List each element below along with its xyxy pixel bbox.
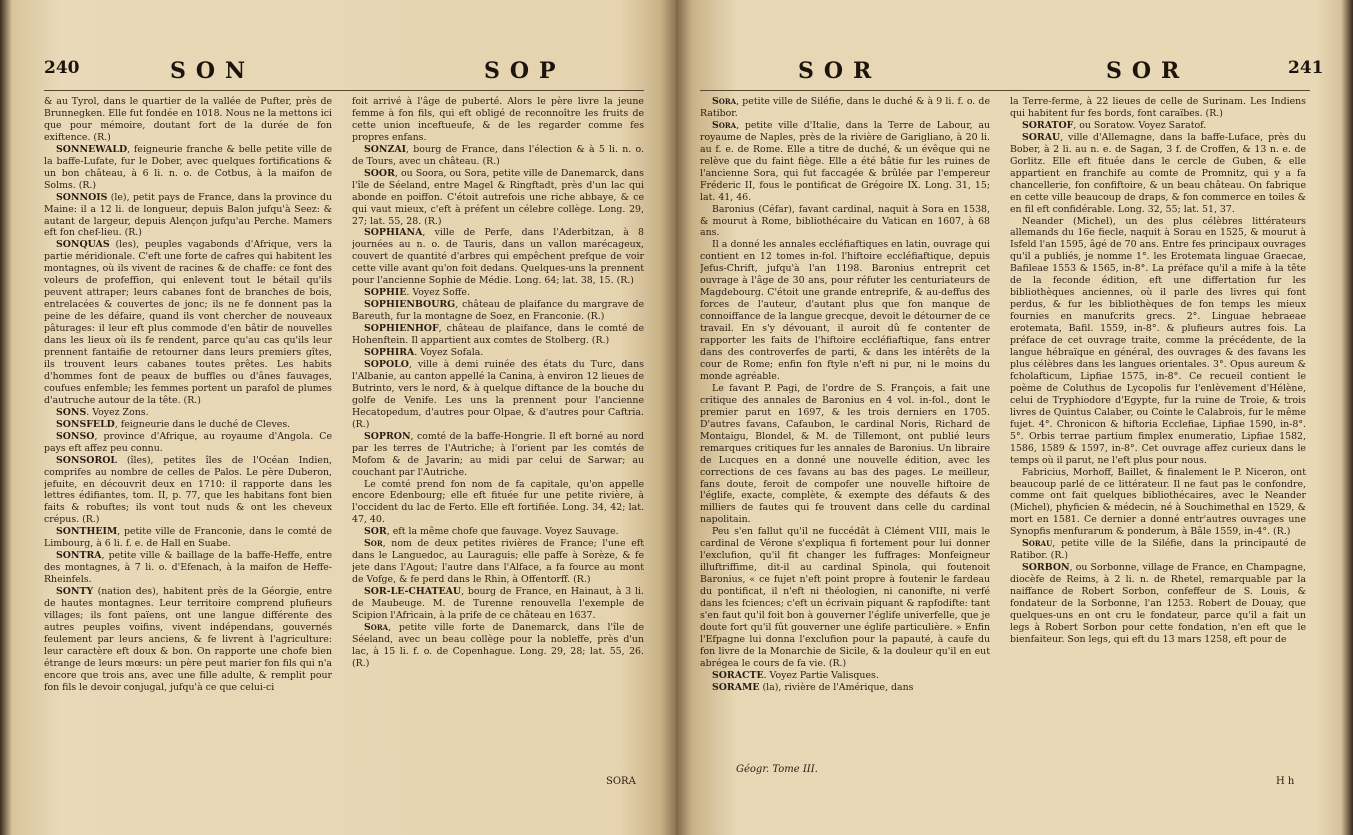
entry-headword: Sora (364, 621, 389, 633)
right-col2-entry (1010, 467, 1306, 539)
left-col2-entry (352, 622, 644, 670)
entry-headword: Sorau (1022, 538, 1053, 550)
right-col1-entry (700, 670, 990, 682)
left-col2-entry (352, 526, 644, 538)
entry-text: (les), peuples vagabonds d'Afrique, vers la partie méridionale. C'eft une forte de cafres qui habitent les montagnes, où ils vivent de racines & de chaffe: ce font des voleurs de profeffion, qui enlevent tout le bétail qu'ils peuvent attraper; leurs cabanes font de branches de bois, entrelacées & couvertes de jonc; ils ne fe donnent pas la peine de les défaire, quand ils vont chercher de nouveaux pâturages: il leur eft plus commode d'en bâtir de nouvelles dans les lieux où ils fe rendent, parce qu'au cas qu'ils leur prennent fantaifie de retourner dans leurs premiers gîtes, ils trouvent leurs cabanes toutes prêtes. Les habits d'hommes font de peaux de buffles ou d'ânes fauvages, coufues enfemble; les femmes portent un parafol de plumes d'autruche autour de la tête. (R.) (44, 239, 332, 406)
entry-text: , petite ville d'Italie, dans la Terre de Labour, au royaume de Naples, près de la rivière de Garigliano, à 20 li. au f. e. de Rome. Elle a titre de duché, & un évêque qui ne relève que du faint fiège. Elle a été bâtie fur les ruines de l'ancienne Sora, qui fut faccagée & brûlée par l'empereur Fréderic II, fous le pontificat de Grégoire IX. Long. 31, 15; lat. 41, 46. (700, 119, 990, 203)
entry-text: , ville de Perfe, dans l'Aderbitzan, à 8 journées au n. o. de Tauris, dans un vallon marécageux, couvert de quantité d'arbres qui empêchent prefque de voir cette ville avant qu'on foit dedans. Quelques-uns la prennent pour l'ancienne Sophie de Médie. Long. 64; lat. 38, 15. (R.) (352, 227, 644, 287)
entry-headword: SOPHIENBOURG (364, 299, 456, 311)
right-volume-footer: Géogr. Tome III. (736, 764, 818, 775)
left-head-word-son: SON (170, 58, 256, 84)
entry-text: , petite ville de Franconie, dans le comté de Limbourg, à 6 li. f. e. de Hall en Suabe. (44, 526, 332, 550)
left-col1-entry (44, 239, 332, 406)
entry-text: (nation des), habitent près de la Géorgie, entre de hautes montagnes. Leur territoire comprend plufieurs villages; ils font païens, ont une langue différente des autres peuples voifins, vivent indépendans, gouvernés feulement par leurs anciens, & fe livrent à l'agriculture: leur caractère eft doux & bon. On rapporte une chofe bien étrange de leurs mœurs: un père peut marier fon fils qui n'a encore que trois ans, avec une fille adulte, & remplit pour fon fils le devoir conjugal, jufqu'à ce que celui-ci (44, 586, 332, 693)
entry-text: , province d'Afrique, au royaume d'Angola. Ce pays eft affez peu connu. (44, 430, 332, 454)
right-page-number: 241 (1288, 58, 1324, 78)
left-col1-entry (44, 419, 332, 431)
entry-text: , ou Sorbonne, village de France, en Champagne, diocèfe de Reims, à 2 li. n. de Rhetel, remarquable par la naiffance de Robert Sorbon, confeffeur de S. Louis, & fondateur de la Sorbonne, l'an 1253. Robert de Douay, que quelques-uns en ont cru le fondateur, parce qu'il a fait un legs à Robert Sorbon pour cette fondation, n'en eft que le bienfaiteur. Son legs, qui eft du 13 mars 1258, eft pour de (1010, 562, 1306, 645)
entry-text: , château de plaifance du margrave de Bareuth, fur la montagne de Soez, en Franconie. (R.) (352, 299, 644, 323)
entry-text: , petite ville de Siléfie, dans le duché & à 9 li. f. o. de Ratibor. (700, 96, 990, 119)
entry-text: (la), rivière de l'Amérique, dans (759, 681, 914, 693)
left-col1-entry (44, 192, 332, 240)
entry-headword: SOPRON (364, 430, 411, 442)
left-col2-entry (352, 287, 644, 299)
entry-text: , ou Soratow. Voyez Saratof. (1073, 119, 1207, 131)
left-col1-entry (44, 96, 332, 144)
entry-text: , ou Soora, ou Sora, petite ville de Danemarck, dans l'île de Séeland, entre Magel & Ringftadt, près d'un lac qui abonde en poiffon. C'étoit autrefois une riche abbaye, & ce qui vaut mieux, c'eft à préfent un célebre collège. Long. 29, 27; lat. 55, 28. (R.) (352, 167, 644, 227)
right-col2-entry (1010, 132, 1306, 216)
entry-text: Peu s'en fallut qu'il ne fuccédât à Clément VIII, mais le cardinal de Vérone s'expliqua fi fortement pour lui donner l'exclufion, qu'il fit changer les fuffrages: Monfeigneur illuftriffime, dit-il au cardinal Spinola, qui foutenoit Baronius, « ce fujet n'eft point propre à foutenir le fardeau du pontificat, il n'eft ni théologien, ni canonifte, ni verfé dans les fciences; c'eft un écrivain piquant & rapfodifte: tant s'en faut qu'il foit bon à gouverner l'églife univerfelle, que je doute fort qu'il fût gouverner une églife particulière. » Enfin l'Efpagne lui donna l'exclufion pour la papauté, à caufe du fon livre de la Monarchie de Sicile, & la douleur qu'il en eut abrégea le cours de fa vie. (R.) (700, 526, 990, 669)
entry-headword: SONTY (56, 586, 94, 598)
left-col1-entry (44, 550, 332, 586)
entry-text: . Voyez Partie Valisques. (763, 669, 879, 681)
entry-headword: SONSOROL (56, 454, 117, 466)
entry-headword: SONSFELD (56, 418, 115, 430)
entry-headword: SOPHIENHOF (364, 323, 439, 335)
entry-text: Neander (Michel), un des plus célèbres littérateurs allemands du 16e fiecle, naquit à Sorau en 1525, & mourut à Isfeld l'an 1595, âgé de 70 ans. Entre fes principaux ouvrages qu'il a publiés, je nomme 1°. les Erotemata linguae Graecae, Bafileae 1553 & 1565, in-8°. La préface qu'il a mife à la tête de la feconde édition, eft une differtation fur les bibliothèques anciennes, où il parle des livres qui font perdus, & fur les bibliothèques de fon temps les mieux fournies en manufcrits grecs. 2°. Linguae hebraeae erotemata, Bafil. 1559, in-8°. & plufieurs autres fois. La préface de cet ouvrage traite, comme la précédente, de la langue hébraïque en général, des ouvrages & des favans les plus célèbres dans les langues orientales. 3°. Opus aureum & fcholafticum, Lipfiae 1575, in-8°. Ce recueil contient le poème de Coluthus de Lycopolis fur l'enlèvement d'Hélène, celui de Tryphiodore d'Egypte, fur la ruine de Troie, & trois livres de Quintus Calaber, ou Cointe le Calabrois, fur le même fujet. 4°. Chronicon & hiftoria Ecclefiae, Lipfiae 1590, in-8°. 5°. Orbis terrae partium fimplex enumeratio, Lipfiae 1582, 1586, 1589 & 1597, in-8°. Cet ouvrage affez curieux dans le temps où il parut, ne l'eft plus pour nous. (1010, 215, 1306, 466)
entry-text: . Voyez Soffe. (406, 287, 470, 299)
entry-headword: SOPHIE (364, 287, 407, 299)
entry-headword: SOR-LE-CHATEAU (364, 586, 462, 598)
entry-headword: Sor (364, 538, 383, 550)
entry-text: (le), petit pays de France, dans la province du Maine: il a 12 li. de longueur, depuis Balon jufqu'à Seez: & autant de largeur, depuis Alençon jufqu'au Perche. Mamers eft fon chef-lieu. (R.) (44, 191, 332, 239)
entry-text: & au Tyrol, dans le quartier de la vallée de Pufter, près de Brunnegken. Elle fut fondée en 1018. Nous ne la mettons ici que pour mémoire, doutant fort de la durée de fon exiftence. (R.) (44, 96, 332, 143)
entry-headword: SONZAI (364, 143, 407, 155)
right-col2-entry (1010, 538, 1306, 562)
left-col2-entry (352, 538, 644, 586)
entry-text: , feigneurie franche & belle petite ville de la baffe-Lufate, fur le Dober, avec quelques fortifications & un bon château, à 6 li. n. o. de Cotbus, à la maifon de Solms. (R.) (44, 143, 332, 191)
left-col2-entry (352, 227, 644, 287)
left-col2-entry (352, 299, 644, 323)
entry-headword: SORAU (1022, 131, 1061, 143)
left-col1-entry (44, 431, 332, 455)
entry-text: foit arrivé à l'âge de puberté. Alors le père livre la jeune femme à fon fils, qui eft obligé de reconnoître les fruits de cette union inceftueufe, & de les regarder comme fes propres enfans. (352, 96, 644, 143)
right-head-word-sor-right: SOR (1106, 58, 1190, 84)
entry-text: Le favant P. Pagi, de l'ordre de S. François, a fait une critique des annales de Baronius en 4 vol. in-fol., dont le premier parut en 1697, & les trois derniers en 1705. D'autres favans, Cafaubon, le cardinal Noris, Richard de Montaigu, Blondel, & M. de Tillemont, ont publié leurs remarques critiques fur les annales de Baronius. Un libraire de Lucques en a donné une nouvelle édition, avec les corrections de ces favans au bas des pages. Le meilleur, fans doute, feroit de compofer une nouvelle hiftoire de l'églife, exacte, complète, & exempte des défauts & des milliers de fautes qui fe trouvent dans celle du cardinal napolitain. (700, 382, 990, 526)
right-col1-entry (700, 682, 990, 694)
entry-headword: SORATOF (1022, 119, 1074, 131)
left-col2-entry (352, 359, 644, 431)
entry-text: , eft la même chofe que fauvage. Voyez Sauvage. (386, 526, 619, 538)
left-col2-entry (352, 168, 644, 228)
entry-headword: SONSO (56, 430, 95, 442)
entry-headword: SORAME (712, 681, 760, 693)
entry-text: , bourg de France, en Hainaut, à 3 li. de Maubeuge. M. de Turenne renouvella l'exemple de Scipion l'Africain, à la prife de ce château en 1637. (352, 586, 644, 621)
right-page (676, 0, 1353, 835)
entry-headword: SONNEWALD (56, 143, 128, 155)
left-col1-entry (44, 526, 332, 550)
entry-headword: SORACTE (712, 669, 764, 681)
left-col1-entry (44, 144, 332, 192)
entry-headword: SOPOLO (364, 358, 409, 370)
left-col2-entry (352, 347, 644, 359)
right-col2-entry (1010, 120, 1306, 132)
right-column-1 (700, 96, 990, 761)
entry-text: , petite ville de la Siléfie, dans la principauté de Ratibor. (R.) (1010, 538, 1306, 562)
right-head-word-sor-left: SOR (798, 58, 882, 84)
entry-text: Baronius (Céfar), favant cardinal, naquit à Sora en 1538, & mourut à Rome, bibliothécaire du Vatican en 1607, à 68 ans. (700, 203, 990, 239)
left-col2-entry (352, 586, 644, 622)
left-column-2 (352, 96, 644, 771)
right-col1-entry (700, 96, 990, 120)
entry-text: , feigneurie dans le duché de Cleves. (114, 418, 291, 430)
entry-headword: SONNOIS (56, 191, 108, 203)
right-col1-entry (700, 120, 990, 204)
right-col1-entry (700, 383, 990, 526)
right-col1-entry (700, 239, 990, 382)
right-head-rule (700, 90, 1310, 91)
entry-text: , château de plaifance, dans le comté de Hohenftein. Il appartient aux comtes de Stolberg. (R.) (352, 323, 644, 347)
right-column-2 (1010, 96, 1306, 771)
entry-headword: SOPHIANA (364, 227, 423, 239)
entry-text: . Voyez Sofala. (414, 347, 484, 359)
left-col1-entry (44, 455, 332, 527)
entry-text: , petite ville & baillage de la baffe-Heffe, entre des montagnes, à 7 li. o. d'Efenach, à la maifon de Heffe-Rheinfels. (44, 550, 332, 586)
left-col2-entry (352, 323, 644, 347)
entry-headword: SOOR (364, 167, 395, 179)
left-column-1 (44, 96, 332, 796)
left-col2-entry (352, 96, 644, 144)
entry-headword: SOPHIRA (364, 347, 415, 359)
right-col2-entry (1010, 562, 1306, 646)
entry-text: Fabricius, Morhoff, Baillet, & finalement le P. Niceron, ont beaucoup parlé de ce littérateur. Il ne faut pas le confondre, comme ont fait quelques bibliothécaires, avec le Neander (Michel), phyficien & médecin, né à Souchimethal en 1529, & mort en 1581. Ce dernier a donné entr'autres ouvrages une Synopfis menfurarum & ponderum, à Bâle 1559, in-4°. (R.) (1010, 466, 1306, 538)
left-page (0, 0, 676, 835)
right-col1-entry (700, 204, 990, 240)
entry-text: (îles), petites îles de l'Océan Indien, comprifes au nombre de celles de Palos. Le père Duberon, jefuite, en découvrit deux en 1710: il rapporte dans les lettres édifiantes, tom. II, p. 77, que les habitans font bien faits & robuftes; ils vont tout nuds & ont les cheveux crépus. (R.) (44, 454, 332, 526)
right-col1-entry (700, 526, 990, 669)
entry-text: , ville à demi ruinée des états du Turc, dans l'Albanie, au canton appellé la Canina, à environ 12 lieues de Butrinto, vers le nord, & à quelque diftance de la bouche du golfe de Venife. Les uns la prennent pour l'ancienne Hecatopedum, d'autres pour Olpae, & d'autres pour Caftria. (R.) (352, 358, 644, 430)
left-head-rule (44, 90, 644, 91)
entry-headword: SONTHEIM (56, 526, 118, 538)
entry-headword: Sora (712, 96, 737, 107)
entry-text: , petite ville forte de Danemarck, dans l'île de Séeland, avec un beau collège pour la nobleffe, près d'un lac, à 15 li. f. o. de Copenhague. Long. 29, 28; lat. 55, 26. (R.) (352, 621, 644, 669)
left-page-number: 240 (44, 58, 80, 78)
entry-text: , ville d'Allemagne, dans la baffe-Luface, près du Bober, à 2 li. au n. e. de Sagan, 3 f. de Croffen, & 13 n. e. de Gorlitz. Elle eft fituée dans le cercle de Guben, & elle appartient en franchife au comte de Promnitz, qui y a fa chancellerie, fon confiftoire, & un beau château. On fabrique en cette ville beaucoup de draps, & fon commerce en toiles & en fil eft confidérable. Long. 32, 55; lat. 51, 37. (1010, 131, 1306, 215)
entry-text: . Voyez Zons. (86, 406, 149, 418)
left-col1-entry (44, 586, 332, 694)
left-catchword: SORA (606, 776, 636, 787)
left-col1-entry (44, 407, 332, 419)
entry-headword: SONTRA (56, 550, 102, 562)
entry-headword: SOR (364, 526, 387, 538)
right-col2-entry (1010, 216, 1306, 467)
entry-headword: SONS (56, 406, 87, 418)
entry-text: la Terre-ferme, à 22 lieues de celle de Surinam. Les Indiens qui habitent fur fes bords, font caraïbes. (R.) (1010, 96, 1306, 119)
entry-text: , comté de la baffe-Hongrie. Il eft borné au nord par les terres de l'Autriche; à l'orient par les comtés de Mofom & de Javarin; au midi par celui de Sarwar; au couchant par l'Autriche. (352, 430, 644, 478)
left-col2-entry (352, 431, 644, 479)
left-col2-entry (352, 479, 644, 527)
left-head-word-sop: SOP (484, 58, 566, 84)
entry-text: Le comté prend fon nom de fa capitale, qu'on appelle encore Edenbourg; elle eft fituée fur une petite rivière, à l'occident du lac de Ferto. Elle eft fortifiée. Long. 34, 42; lat. 47, 40. (352, 478, 644, 526)
right-col2-entry (1010, 96, 1306, 120)
left-col2-entry (352, 144, 644, 168)
entry-headword: SONQUAS (56, 239, 110, 251)
entry-headword: SORBON (1022, 562, 1070, 574)
entry-text: , nom de deux petites rivières de France; l'une eft dans le Languedoc, au Lauraguis; elle paffe à Sorèze, & fe jete dans l'Agout; l'autre dans l'Alface, a fa fource au mont de Vofge, & fe perd dans le Rhin, à Offentorff. (R.) (352, 538, 644, 586)
entry-text: Il a donné les annales eccléfiaftiques en latin, ouvrage qui contient en 12 tomes in-fol. l'hiftoire eccléfiaftique, depuis Jefus-Chrift, jufqu'à l'an 1198. Baronius entreprit cet ouvrage à l'âge de 30 ans, pour réfuter les centuriateurs de Magdebourg. C'étoit une grande entreprife, & au-deffus des forces de l'auteur, d'autant plus que fon manque de connoiffance de la langue grecque, devoit le détourner de ce travail. En s'y dévouant, il auroit dû fe contenter de rapporter les faits de l'hiftoire eccléfiaftique, fans entrer dans des controverfes de parti, & dans les intérêts de la cour de Rome; enfin fon ftyle n'eft ni pur, ni le moins du monde agréable. (700, 239, 990, 382)
right-signature-mark: H h (1276, 776, 1295, 787)
entry-text: , bourg de France, dans l'élection & à 5 li. n. o. de Tours, avec un château. (R.) (352, 143, 644, 167)
entry-headword: Sora (712, 119, 737, 131)
